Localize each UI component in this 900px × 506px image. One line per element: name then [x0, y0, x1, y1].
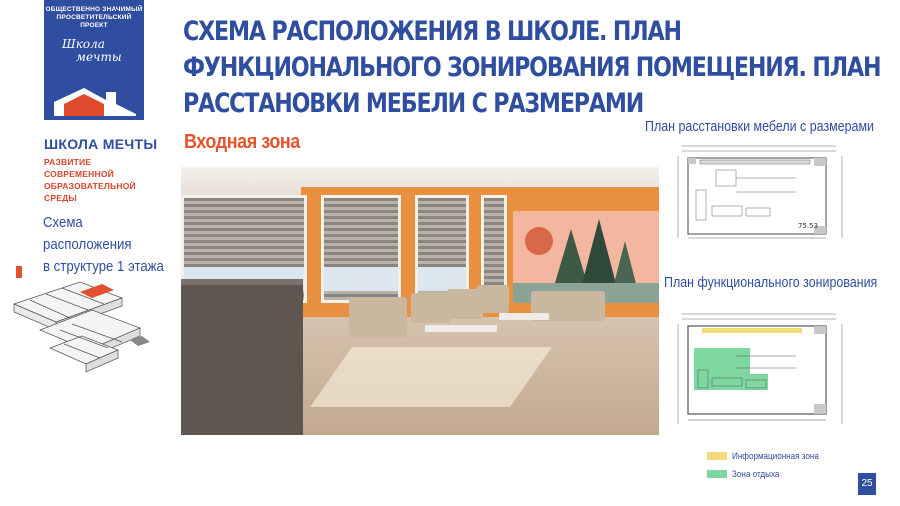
furniture-plan-label: План расстановки мебели с размерами [645, 118, 875, 135]
armchair [349, 297, 407, 337]
legend-swatch [707, 470, 727, 478]
tree-mural-icon [513, 211, 659, 303]
page-title: СХЕМА РАСПОЛОЖЕНИЯ В ШКОЛЕ. ПЛАН ФУНКЦИОНАЛЬНОГО ЗОНИРОВАНИЯ ПОМЕЩЕНИЯ. ПЛАН РАССТАНОВКИ МЕБЕЛИ С РАЗМЕРАМИ [183, 16, 881, 119]
legend-rest-zone: Зона отдыха [707, 469, 785, 479]
coffee-table [499, 313, 549, 320]
coffee-table [425, 325, 497, 332]
furniture-plan [676, 144, 846, 242]
window-glass [324, 267, 398, 291]
page-number: 25 [858, 473, 876, 495]
zone-title: Входная зона [184, 131, 300, 153]
logo-script-text: Школа мечты [62, 37, 122, 64]
area-label: 75.53 [798, 222, 819, 230]
legend-info-zone: Информационная зона [707, 451, 829, 461]
house-icon [54, 86, 136, 116]
logo-subtitle: РАЗВИТИЕ СОВРЕМЕННОЙ ОБРАЗОВАТЕЛЬНОЙ СРЕДЫ [44, 157, 136, 203]
logo-tagline: ОБЩЕСТВЕННО ЗНАЧИМЫЙ ПРОСВЕТИТЕЛЬСКИЙ ПРОЕКТ [45, 6, 143, 29]
scheme-label: Схема расположения в структуре 1 этажа [43, 214, 164, 275]
zoning-plan [676, 312, 846, 430]
floor-light [310, 347, 552, 407]
zoning-plan-label: План функционального зонирования [664, 274, 878, 291]
forest-mural [513, 211, 659, 303]
project-logo [44, 0, 144, 120]
partition-top [181, 279, 303, 285]
partition-panel [181, 279, 303, 435]
floor-isometric-scheme [10, 268, 172, 380]
window-glass [418, 267, 466, 291]
entrance-zone-photo [181, 167, 659, 435]
logo-title: ШКОЛА МЕЧТЫ [44, 136, 158, 152]
armchair [411, 293, 451, 323]
legend-swatch [707, 452, 727, 460]
armchair [477, 285, 509, 313]
